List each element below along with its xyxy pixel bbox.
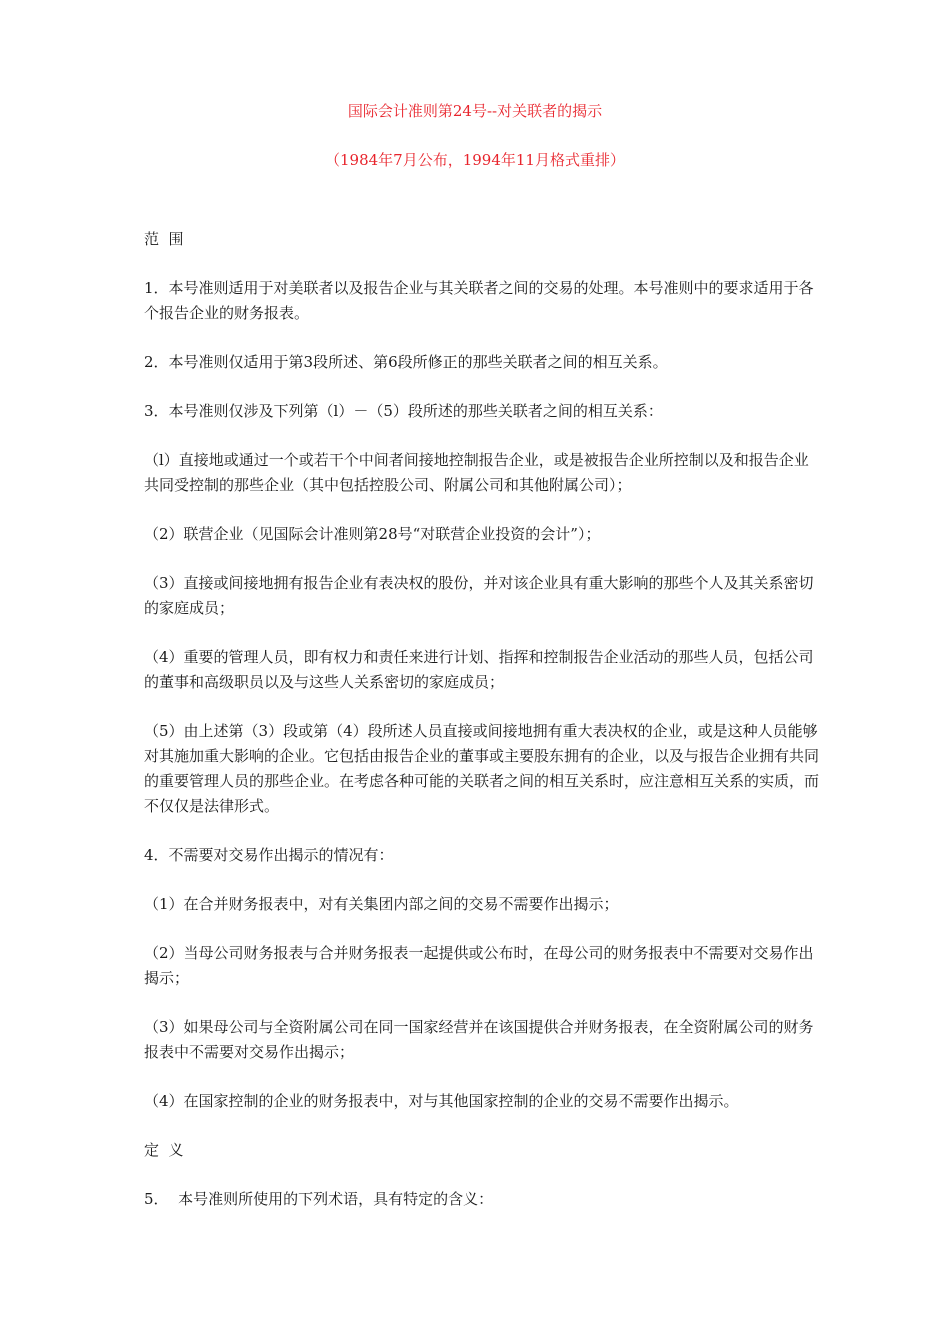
paragraph-3: 3．本号准则仅涉及下列第（l）－（5）段所述的那些关联者之间的相互关系： [144,402,663,420]
paragraph-4-item-2: （2）当母公司财务报表与合并财务报表一起提供或公布时，在母公司的财务报表中不需要对交易作出揭示； [144,944,814,987]
paragraph-3-item-4: （4）重要的管理人员，即有权力和责任来进行计划、指挥和控制报告企业活动的那些人员，包括公司的董事和高级职员以及与这些人关系密切的家庭成员； [144,648,814,691]
paragraph-3-item-3: （3）直接或间接地拥有报告企业有表决权的股份，并对该企业具有重大影响的那些个人及其关系密切的家庭成员； [144,574,814,617]
section-heading-definitions: 定 义 [144,1141,184,1159]
paragraph-3-item-2: （2）联营企业（见国际会计准则第28号“对联营企业投资的会计”）； [144,525,601,543]
paragraph-4-item-1: （1）在合并财务报表中，对有关集团内部之间的交易不需要作出揭示； [144,895,619,913]
paragraph-3-item-5: （5）由上述第（3）段或第（4）段所述人员直接或间接地拥有重大表决权的企业，或是这种人员能够对其施加重大影响的企业。它包括由报告企业的董事或主要股东拥有的企业，以及与报告企业拥有共同的重要管理人员的那些企业。在考虑各种可能的关联者之间的相互关系时，应注意相互关系的实质，而不仅仅是法律形式。 [144,722,820,815]
paragraph-2: 2．本号准则仅适用于第3段所述、第6段所修正的那些关联者之间的相互关系。 [144,353,668,371]
paragraph-5: 5． 本号准则所使用的下列术语，具有特定的含义： [144,1190,494,1208]
section-heading-scope: 范 围 [144,230,184,248]
paragraph-4-item-3: （3）如果母公司与全资附属公司在同一国家经营并在该国提供合并财务报表，在全资附属公司的财务报表中不需要对交易作出揭示； [144,1018,814,1061]
paragraph-4-item-4: （4）在国家控制的企业的财务报表中，对与其他国家控制的企业的交易不需要作出揭示。 [144,1092,739,1110]
paragraph-4: 4．不需要对交易作出揭示的情况有： [144,846,394,864]
paragraph-3-item-1: （l）直接地或通过一个或若干个中间者间接地控制报告企业，或是被报告企业所控制以及和报告企业共同受控制的那些企业（其中包括控股公司、附属公司和其他附属公司）； [144,451,809,494]
document-body [144,227,820,1236]
document-title: 国际会计准则第24号--对关联者的揭示 [347,102,603,120]
document-subtitle: （1984年7月公布，1994年11月格式重排） [325,151,625,169]
paragraph-1: 1．本号准则适用于对美联者以及报告企业与其关联者之间的交易的处理。本号准则中的要求适用于各个报告企业的财务报表。 [144,279,814,322]
